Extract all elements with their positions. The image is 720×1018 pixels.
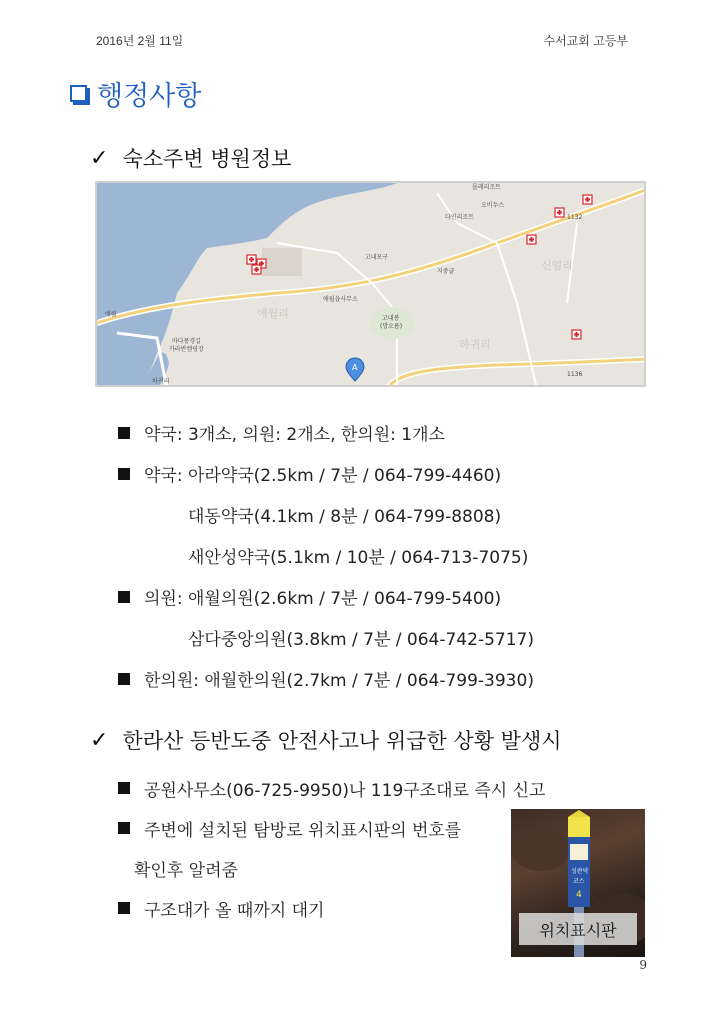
map-label: 오비두스 — [481, 202, 505, 209]
bullet-square-icon — [118, 427, 130, 439]
subtitle-hospitals — [90, 143, 291, 173]
location-sign-photo — [511, 809, 645, 957]
list-item: 구조대가 올 때까지 대기 — [118, 888, 545, 928]
map-label: 하귀리 — [152, 378, 170, 385]
map-label: 고내포구 — [365, 254, 389, 261]
list-item: 의원: 애월의원(2.6km / 7분 / 064-799-5400) — [118, 576, 534, 617]
subtitle-emergency — [90, 725, 562, 755]
list-item: 약국: 3개소, 의원: 2개소, 한의원: 1개소 — [118, 412, 534, 453]
header-date: 2016년 2월 11일 — [96, 34, 184, 48]
list-item: 약국: 아라약국(2.5km / 7분 / 064-799-4460) — [118, 453, 534, 494]
square-bullet-icon — [70, 85, 87, 102]
list-item: 대동약국(4.1km / 8분 / 064-799-8808) — [188, 507, 502, 527]
photo-caption: 위치표시판 — [519, 913, 637, 945]
map-label: 신엄리 — [541, 259, 573, 272]
map-label: 지중글 — [437, 268, 455, 275]
page-number: 9 — [639, 958, 647, 972]
map-label: (망오름) — [380, 323, 403, 330]
map-label: 1136 — [567, 371, 583, 378]
bullet-square-icon — [118, 902, 130, 914]
map-label: 몰레리조트 — [472, 184, 501, 191]
svg-text:성판악: 성판악 — [571, 868, 589, 875]
bullet-square-icon — [118, 782, 130, 794]
hospital-map — [95, 181, 646, 387]
checkmark-icon: ✓ — [90, 727, 109, 753]
svg-text:4: 4 — [576, 890, 582, 900]
map-label: 다인리조트 — [445, 214, 474, 221]
section-title — [70, 74, 201, 113]
map-label: 고내봉 — [382, 315, 400, 322]
subtitle-emergency-text: 한라산 등반도중 안전사고나 위급한 상황 발생시 — [122, 729, 562, 753]
map-label: 애월 — [105, 311, 117, 318]
map-label: 1132 — [567, 214, 583, 221]
section-title-text: 행정사항 — [97, 81, 202, 112]
list-item: 공원사무소(06-725-9950)나 119구조대로 즉시 신고 — [118, 768, 545, 808]
list-item: 새안성약국(5.1km / 10분 / 064-713-7075) — [188, 548, 529, 568]
map-label: 애월리 — [257, 307, 289, 320]
svg-text:코스: 코스 — [573, 878, 585, 885]
bullet-square-icon — [118, 822, 130, 834]
checkmark-icon: ✓ — [90, 145, 109, 171]
list-item: 삼다중앙의원(3.8km / 7분 / 064-742-5717) — [188, 630, 534, 650]
map-graphic — [97, 183, 646, 387]
list-item: 한의원: 애월한의원(2.7km / 7분 / 064-799-3930) — [118, 658, 534, 699]
bullet-square-icon — [118, 591, 130, 603]
list-item: 확인후 알려줌 — [134, 860, 238, 881]
svg-text:A: A — [352, 363, 358, 372]
map-label: 애월읍사무소 — [323, 296, 358, 303]
header-org: 수서교회 고등부 — [543, 34, 628, 48]
bullet-square-icon — [118, 468, 130, 480]
map-label: 바다풍경길 — [172, 338, 201, 345]
subtitle-hospitals-text: 숙소주변 병원정보 — [122, 147, 292, 171]
list-item: 주변에 설치된 탐방로 위치표시판의 번호를 — [118, 808, 545, 848]
hospital-list — [118, 412, 534, 699]
bullet-square-icon — [118, 673, 130, 685]
emergency-list — [118, 768, 545, 928]
map-label: 하귀리 — [459, 338, 491, 351]
map-label: 카라반캠핑장 — [169, 346, 204, 353]
